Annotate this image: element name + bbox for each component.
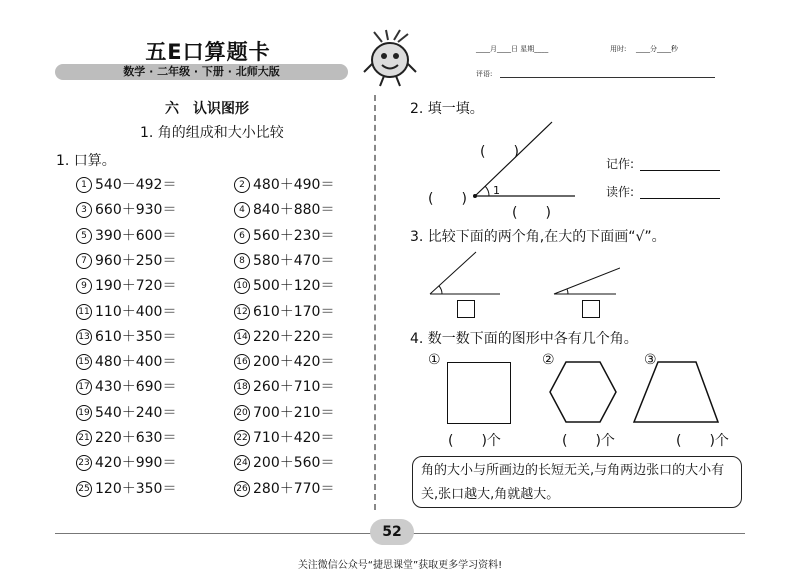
calc-item[interactable]	[76, 225, 176, 245]
calc-expression: 200＋560＝	[253, 455, 335, 472]
calc-expression: 220＋220＝	[253, 328, 335, 345]
item-number: 8	[234, 253, 250, 269]
trapezoid-shape	[632, 360, 722, 424]
calc-expression: 390＋600＝	[95, 227, 177, 244]
item-number: 1	[76, 177, 92, 193]
q4-label: 4. 数一数下面的图形中各有几个角。	[410, 331, 638, 347]
calc-expression: 560＋230＝	[253, 227, 335, 244]
square-shape	[447, 362, 511, 424]
calc-item[interactable]	[234, 225, 334, 245]
calc-item[interactable]	[76, 301, 176, 321]
item-number: 15	[76, 354, 92, 370]
item-number: 3	[76, 202, 92, 218]
calc-expression: 480＋490＝	[253, 177, 335, 193]
item-number: 14	[234, 329, 250, 345]
card-title: 五E口算题卡	[145, 40, 271, 64]
calc-expression: 110＋400＝	[95, 303, 177, 320]
book-subtitle: 数学 · 二年级 · 下册 · 北师大版	[55, 64, 348, 80]
calc-item[interactable]	[234, 376, 334, 396]
item-number: 16	[234, 354, 250, 370]
page-number: 52	[370, 519, 414, 545]
calc-item[interactable]	[234, 301, 334, 321]
calc-item[interactable]	[234, 478, 334, 498]
footer-text: 关注微信公众号“捷思课堂”获取更多学习资料!	[297, 560, 503, 571]
figure-number: ②	[542, 352, 555, 368]
item-number: 20	[234, 405, 250, 421]
date-line[interactable]: ____月____日 星期____	[476, 45, 549, 53]
score-label: 评语:	[476, 70, 493, 78]
hexagon-shape	[548, 360, 618, 424]
calc-expression: 500＋120＝	[253, 278, 335, 295]
count-answer[interactable]: ( )个	[562, 433, 615, 449]
calc-expression: 220＋630＝	[95, 430, 177, 446]
score-field[interactable]	[500, 77, 715, 78]
item-number: 5	[76, 228, 92, 244]
calc-expression: 280＋770＝	[253, 480, 335, 497]
item-number: 13	[76, 329, 92, 345]
item-number: 9	[76, 278, 92, 294]
item-number: 22	[234, 430, 250, 446]
item-number: 23	[76, 455, 92, 471]
calc-item[interactable]	[76, 326, 176, 346]
read-field[interactable]	[640, 198, 720, 199]
vertex-blank[interactable]: ( )	[480, 144, 519, 160]
calc-item[interactable]	[76, 452, 176, 472]
calc-item[interactable]	[76, 174, 176, 194]
item-number: 25	[76, 481, 92, 497]
column-divider	[374, 95, 376, 510]
calc-item[interactable]	[234, 326, 334, 346]
calc-item[interactable]	[76, 402, 176, 422]
item-number: 7	[76, 253, 92, 269]
write-field[interactable]	[640, 170, 720, 171]
read-label: 读作:	[606, 185, 635, 199]
calc-item[interactable]	[76, 376, 176, 396]
calc-item[interactable]	[234, 452, 334, 472]
item-number: 26	[234, 481, 250, 497]
calc-expression: 840＋880＝	[253, 202, 335, 219]
q1-label: 1. 口算。	[56, 153, 116, 169]
calc-expression: 260＋710＝	[253, 379, 335, 396]
calc-expression: 710＋420＝	[253, 430, 335, 446]
calc-item[interactable]	[76, 478, 176, 498]
calc-item[interactable]	[76, 351, 176, 371]
figure-number: ①	[428, 352, 441, 368]
calc-item[interactable]	[234, 199, 334, 219]
item-number: 21	[76, 430, 92, 446]
count-answer[interactable]: ( )个	[676, 433, 729, 449]
item-number: 12	[234, 304, 250, 320]
section-heading: 六 认识图形	[165, 101, 249, 117]
calc-item[interactable]	[234, 402, 334, 422]
item-number: 11	[76, 304, 92, 320]
calc-expression: 540－492＝	[95, 177, 177, 193]
mascot-icon	[360, 28, 420, 88]
calc-expression: 540＋240＝	[95, 404, 177, 421]
item-number: 10	[234, 278, 250, 294]
item-number: 24	[234, 455, 250, 471]
item-number: 2	[234, 177, 250, 193]
calc-expression: 960＋250＝	[95, 252, 177, 269]
side-blank[interactable]: ( )	[428, 191, 467, 207]
q2-label: 2. 填一填。	[410, 101, 484, 117]
calc-item[interactable]	[76, 199, 176, 219]
calc-expression: 660＋930＝	[95, 202, 177, 219]
calc-expression: 580＋470＝	[253, 252, 335, 269]
q3-label: 3. 比较下面的两个角,在大的下面画“√”。	[410, 229, 666, 245]
time-field[interactable]: ____分____秒	[636, 45, 678, 53]
calc-expression: 480＋400＝	[95, 354, 177, 371]
calc-item[interactable]	[76, 427, 176, 447]
calc-expression: 610＋170＝	[253, 303, 335, 320]
calc-item[interactable]	[234, 275, 334, 295]
section-subheading: 1. 角的组成和大小比较	[140, 125, 284, 141]
answer-box-left[interactable]	[457, 300, 475, 318]
time-label: 用时:	[610, 45, 627, 53]
calc-item[interactable]	[234, 427, 334, 447]
calc-item[interactable]	[234, 351, 334, 371]
calc-expression: 700＋210＝	[253, 404, 335, 421]
calc-item[interactable]	[234, 250, 334, 270]
calc-expression: 120＋350＝	[95, 480, 177, 497]
tip-box: 角的大小与所画边的长短无关,与角两边张口的大小有关,张口越大,角就越大。	[412, 456, 742, 508]
calc-expression: 190＋720＝	[95, 278, 177, 295]
calc-expression: 420＋990＝	[95, 455, 177, 472]
calc-item[interactable]	[76, 250, 176, 270]
item-number: 19	[76, 405, 92, 421]
angle-blank[interactable]: ( )	[512, 205, 551, 221]
item-number: 4	[234, 202, 250, 218]
calc-item[interactable]	[234, 174, 334, 194]
calc-expression: 200＋420＝	[253, 354, 335, 371]
item-number: 17	[76, 379, 92, 395]
angle-mark: 1	[493, 184, 500, 197]
calc-expression: 610＋350＝	[95, 328, 177, 345]
count-answer[interactable]: ( )个	[448, 433, 501, 449]
item-number: 18	[234, 379, 250, 395]
write-label: 记作:	[606, 157, 635, 171]
answer-box-right[interactable]	[582, 300, 600, 318]
item-number: 6	[234, 228, 250, 244]
calc-item[interactable]	[76, 275, 176, 295]
calc-expression: 430＋690＝	[95, 379, 177, 396]
figure-number: ③	[644, 352, 657, 368]
